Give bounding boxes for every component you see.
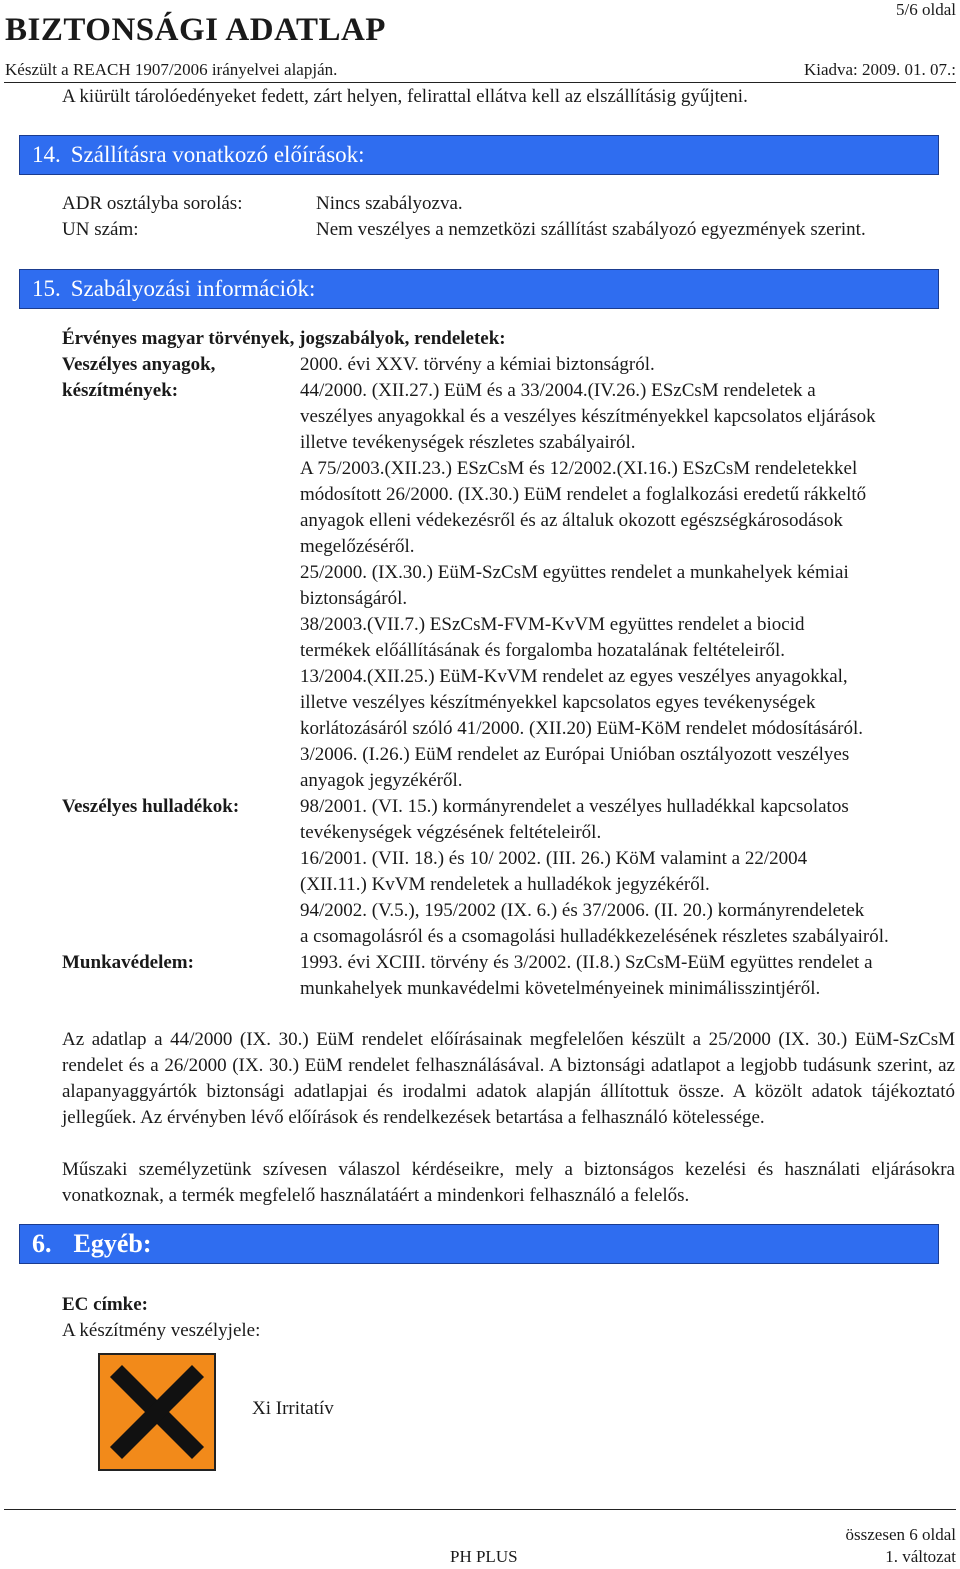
hazard-symbol-caption: Xi Irritatív: [252, 1398, 334, 1419]
waste-regulation-line: tevékenységek végzésének feltételeiről.: [300, 822, 602, 843]
hazardous-regulations: [300, 352, 955, 794]
issue-date: Kiadva: 2009. 01. 07.:: [803, 60, 956, 79]
ec-label: EC címke:: [62, 1294, 149, 1315]
page-number: 5/6 oldal: [896, 0, 956, 19]
closing-paragraph-1: Az adatlap a 44/2000 (IX. 30.) EüM rendelet előírásainak megfelelően készült a 25/2000 (IX. 30.) EüM-SzCsM rendelet és a 26/2000 (IX. 30.) EüM rendelet felhasználásával. A biztonsági adatlapot a legjobb tudásunk szerint, az alapanyaggyártók biztonsági adatlapjai és irodalmi adatok alapján állítottuk össze. A közölt adatok tájékoztató jellegűek. Az érvényben lévő előírások és rendelkezések betartása a felhasználó kötelessége.: [62, 1029, 955, 1128]
section-6-title: Egyéb:: [73, 1229, 152, 1258]
footer-divider: [4, 1509, 956, 1510]
hazardous-regulation-line: termékek előállításának és forgalomba hozatalának feltételeiről.: [300, 640, 785, 661]
hazardous-label-1: Veszélyes anyagok,: [62, 354, 216, 375]
hazardous-regulation-line: módosított 26/2000. (IX.30.) EüM rendelet a foglalkozási eredetű rákkeltő: [300, 484, 867, 505]
hazard-symbol-label: A készítmény veszélyjele:: [62, 1320, 261, 1341]
xi-irritant-icon: [98, 1353, 216, 1471]
section-15-banner: [19, 269, 939, 309]
section-14-title: Szállításra vonatkozó előírások:: [70, 142, 365, 167]
hazardous-regulation-line: 13/2004.(XII.25.) EüM-KvVM rendelet az egyes veszélyes anyagokkal,: [300, 666, 848, 687]
hazardous-regulation-line: biztonságáról.: [300, 588, 408, 609]
adr-label: ADR osztályba sorolás:: [62, 193, 243, 214]
hazardous-regulation-line: 38/2003.(VII.7.) ESzCsM-FVM-KvVM együttes rendelet a biocid: [300, 614, 805, 635]
section-15-number: 15.: [32, 276, 61, 301]
header-divider: [4, 82, 956, 83]
hazardous-regulation-line: korlátozásáról szóló 41/2000. (XII.20) EüM-KöM rendelet módosításáról.: [300, 718, 864, 739]
hazardous-regulation-line: 3/2006. (I.26.) EüM rendelet az Európai Unióban osztályozott veszélyes: [300, 744, 850, 765]
closing-paragraph-2: Műszaki személyzetünk szívesen válaszol kérdéseikre, mely a biztonságos kezelési és használati eljárásokra vonatkoznak, a termék megfelelő használatáért a mindenkori felhasználó a felelős.: [62, 1159, 955, 1206]
safety-regulation-line: munkahelyek munkavédelmi követelményeinek minimálisszintjéről.: [300, 978, 821, 999]
hazardous-regulation-line: anyagok elleni védekezésről és az általuk okozott egészségkárosodások: [300, 510, 843, 531]
waste-regulation-line: 16/2001. (VII. 18.) és 10/ 2002. (III. 26.) KöM valamint a 22/2004: [300, 848, 808, 869]
total-pages: összesen 6 oldal: [845, 1525, 956, 1544]
hazardous-regulation-line: A 75/2003.(XII.23.) ESzCsM és 12/2002.(XI.16.) ESzCsM rendeletekkel: [300, 458, 858, 479]
un-label: UN szám:: [62, 219, 139, 240]
section-14-number: 14.: [32, 142, 61, 167]
hazardous-regulation-line: 25/2000. (IX.30.) EüM-SzCsM együttes rendelet a munkahelyek kémiai: [300, 562, 849, 583]
hazardous-regulation-line: illetve veszélyes készítményekkel kapcsolatos egyes tevékenységek: [300, 692, 816, 713]
hazardous-regulation-line: anyagok jegyzékéről.: [300, 770, 463, 791]
waste-label: Veszélyes hulladékok:: [62, 796, 240, 817]
company-name: PH PLUS: [450, 1547, 518, 1566]
safety-regulation-line: 1993. évi XCIII. törvény és 3/2002. (II.8.) SzCsM-EüM együttes rendelet a: [300, 952, 873, 973]
version-label: 1. változat: [885, 1547, 956, 1566]
section-15-title: Szabályozási információk:: [70, 276, 316, 301]
adr-value: Nincs szabályozva.: [316, 193, 463, 214]
waste-regulation-line: 94/2002. (V.5.), 195/2002 (IX. 6.) és 37/2006. (II. 20.) kormányrendeletek: [300, 900, 865, 921]
irritant-cross-icon: [100, 1355, 214, 1469]
safety-regulations: [300, 950, 955, 1002]
un-value: Nem veszélyes a nemzetközi szállítást szabályozó egyezmények szerint.: [316, 219, 866, 240]
hazardous-regulation-line: illetve tevékenységek részletes szabályairól.: [300, 432, 636, 453]
waste-regulation-line: (XII.11.) KvVM rendeletek a hulladékok jegyzékéről.: [300, 874, 710, 895]
waste-regulation-line: 98/2001. (VI. 15.) kormányrendelet a veszélyes hulladékkal kapcsolatos: [300, 796, 849, 817]
section-14-banner: [19, 135, 939, 175]
safety-label: Munkavédelem:: [62, 952, 194, 973]
document-title: BIZTONSÁGI ADATLAP: [5, 12, 386, 48]
waste-regulations: [300, 794, 955, 950]
hazardous-regulation-line: megelőzéséről.: [300, 536, 415, 557]
hazardous-label-2: készítmények:: [62, 380, 179, 401]
intro-line: A kiürült tárolóedényeket fedett, zárt helyen, felirattal ellátva kell az elszállításig gyűjteni.: [62, 86, 748, 107]
section-6-banner: [19, 1224, 939, 1264]
section-6-number: 6.: [32, 1229, 52, 1258]
regulations-subheading: Érvényes magyar törvények, jogszabályok, rendeletek:: [62, 328, 506, 349]
document-subtitle: Készült a REACH 1907/2006 irányelvei alapján.: [5, 60, 338, 79]
hazardous-regulation-line: 2000. évi XXV. törvény a kémiai biztonságról.: [300, 354, 655, 375]
waste-regulation-line: a csomagolásról és a csomagolási hulladékkezelésének részletes szabályairól.: [300, 926, 889, 947]
hazardous-regulation-line: veszélyes anyagokkal és a veszélyes készítményekkel kapcsolatos eljárások: [300, 406, 876, 427]
hazardous-regulation-line: 44/2000. (XII.27.) EüM és a 33/2004.(IV.26.) ESzCsM rendeletek a: [300, 380, 816, 401]
